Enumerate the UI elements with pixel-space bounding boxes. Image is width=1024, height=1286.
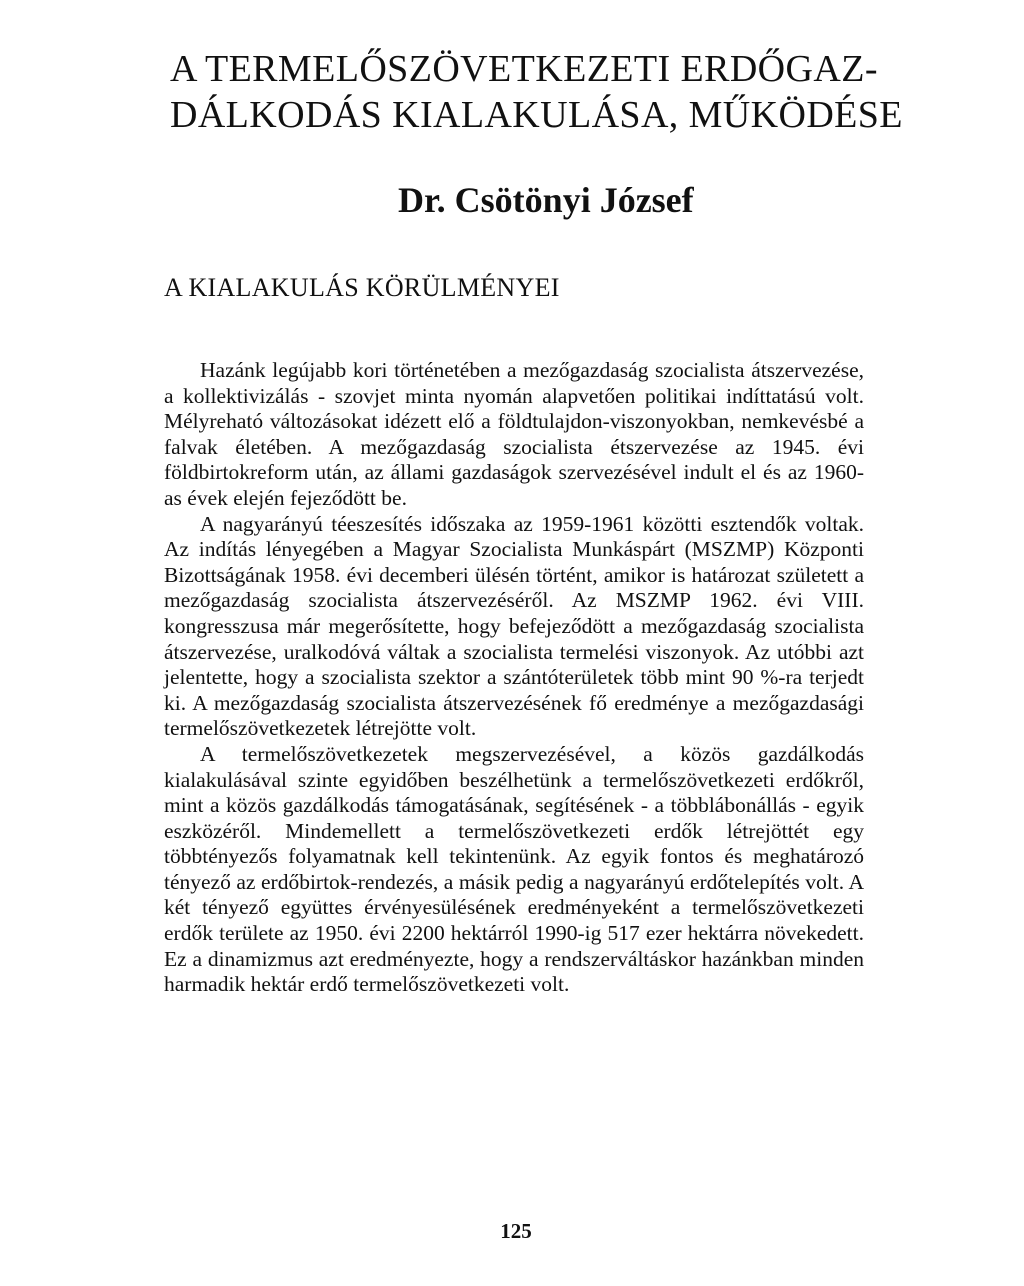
body-paragraph-2: A nagyarányú téeszesítés időszaka az 1959-1961 közötti esztendők voltak. Az indítás lényegében a Magyar Szocialista Munkáspárt (MSZMP) Központi Bizottságának 1958. évi decemberi ülésén történt, amikor is határozat született a mezőgazdaság szocialista átszervezéséről. Az MSZMP 1962. évi VIII. kongresszusa már megerősítette, hogy befejeződött a mezőgazdaság szocialista átszervezése, uralkodóvá váltak a szocialista termelési viszonyok. Az utóbbi azt jelentette, hogy a szocialista szektor a szántóterületek több mint 90 %-ra terjedt ki. A mezőgazdaság szocialista átszervezésének fő eredménye a mezőgazdasági termelőszövetkezetek létrejötte volt. [164,511,864,741]
section-heading: A KIALAKULÁS KÖRÜLMÉNYEI [164,273,560,302]
body-paragraph-1: Hazánk legújabb kori történetében a mezőgazdaság szocialista átszervezése, a kollektivizálás - szovjet minta nyomán alapvetően politikai indíttatású volt. Mélyreható változásokat idézett elő a földtulajdon-viszonyokban, nemkevésbé a falvak életében. A mezőgazdaság szocialista étszervezése az 1945. évi földbirtokreform után, az állami gazdaságok szervezésével indult el és az 1960-as évek elején fejeződött be. [164,358,864,510]
article-body [164,358,864,998]
article-author: Dr. Csötönyi József [398,180,694,220]
article-title-line-2: DÁLKODÁS KIALAKULÁSA, MŰKÖDÉSE [170,94,903,136]
article-title [170,46,903,138]
article-title-line-1: A TERMELŐSZÖVETKEZETI ERDŐGAZ- [170,48,878,90]
page-number: 125 [500,1219,532,1243]
body-paragraph-3: A termelőszövetkezetek megszervezésével, a közös gazdálkodás kialakulásával szinte egyidőben beszélhetünk a termelőszövetkezeti erdőkről, mint a közös gazdálkodás támogatásának, segítésének - a többlábonállás - egyik eszközéről. Mindemellett a termelőszövetkezeti erdők létrejöttét egy többtényezős folyamatnak kell tekintenünk. Az egyik fontos és meghatározó tényező az erdőbirtok-rendezés, a másik pedig a nagyarányú erdőtelepítés volt. A két tényező együttes érvényesülésének eredményeként a termelőszövetkezeti erdők területe az 1950. évi 2200 hektárról 1990-ig 517 ezer hektárra növekedett. Ez a dinamizmus azt eredményezte, hogy a rendszerváltáskor hazánkban minden harmadik hektár erdő termelőszövetkezeti volt. [164,741,864,997]
